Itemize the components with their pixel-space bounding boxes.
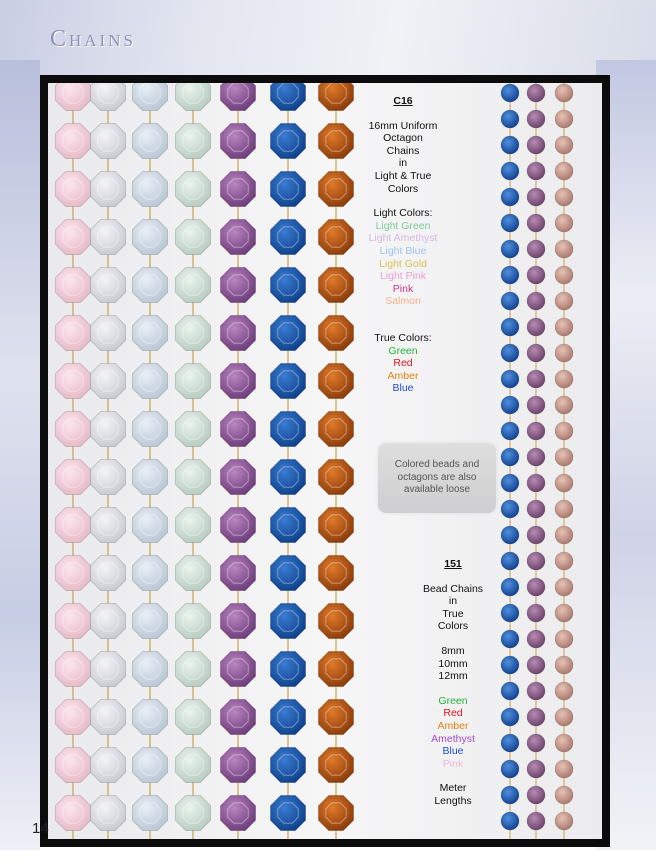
octagon-chain: [90, 83, 125, 839]
c16-desc-line: 16mm Uniform: [368, 119, 438, 132]
light-list-line: Light Pink: [379, 270, 427, 283]
product-panel: [40, 75, 610, 847]
chain-illustration: [48, 83, 602, 839]
light-list-line: Pink: [392, 282, 414, 295]
c16-desc-line: Chains: [386, 144, 420, 157]
light-colors-list: [348, 220, 458, 308]
c16-description: [348, 120, 458, 196]
octagon-chain: [220, 83, 255, 839]
true-colors-list: [348, 345, 458, 395]
bead-151-colors: [408, 695, 498, 771]
b151-sizes-line: 8mm: [441, 644, 465, 657]
bead-151-footer: [408, 782, 498, 807]
true-list-line: Amber: [387, 369, 419, 382]
b151-colors-line: Amethyst: [431, 732, 475, 745]
c16-code: C16: [393, 95, 413, 107]
true-list-line: Blue: [392, 382, 414, 395]
b151-desc-line: in: [448, 595, 458, 608]
b151-colors-line: Blue: [442, 745, 464, 758]
bead-chain: [501, 83, 519, 839]
b151-colors-line: Red: [443, 707, 463, 720]
page-number: 14: [32, 820, 49, 837]
bead-151-description: [408, 583, 498, 633]
light-list-line: Light Green: [375, 219, 431, 232]
c16-desc-line: Colors: [387, 182, 419, 195]
b151-desc-line: Colors: [437, 620, 469, 633]
loose-note: Colored beads and octagons are also available loose: [378, 443, 496, 513]
octagon-chain: [55, 83, 90, 839]
light-colors-label: Light Colors:: [373, 207, 433, 220]
light-list-line: Light Gold: [379, 257, 427, 270]
b151-footer-line: Meter: [439, 782, 467, 795]
octagon-chain: [270, 83, 305, 839]
b151-sizes-line: 12mm: [438, 670, 468, 683]
bead-chain: [555, 83, 573, 839]
c16-desc-line: in: [398, 157, 408, 170]
b151-sizes-line: 10mm: [438, 657, 468, 670]
bead-151-info: [408, 558, 498, 808]
c16-desc-line: Light & True: [374, 169, 432, 182]
b151-footer-line: Lengths: [434, 794, 472, 807]
c16-desc-line: Octagon: [383, 132, 423, 145]
c16-info: [348, 95, 458, 395]
bead-chain: [527, 83, 545, 839]
b151-desc-line: True: [442, 607, 464, 620]
light-list-line: Salmon: [385, 295, 421, 308]
bead-151-sizes: [408, 645, 498, 683]
b151-colors-line: Amber: [437, 719, 469, 732]
true-list-line: Red: [393, 357, 413, 370]
b151-colors-line: Green: [438, 694, 468, 707]
b151-colors-line: Pink: [442, 757, 464, 770]
light-list-line: Light Blue: [379, 244, 427, 257]
light-list-line: Light Amethyst: [368, 232, 438, 245]
page-title: Chains: [50, 26, 136, 52]
b151-desc-line: Bead Chains: [422, 582, 484, 595]
bead-151-code: 151: [444, 558, 462, 570]
octagon-chain: [132, 83, 167, 839]
left-decor: [0, 60, 40, 850]
true-list-line: Green: [388, 344, 418, 357]
octagon-chain: [175, 83, 210, 839]
true-colors-label: True Colors:: [374, 331, 432, 344]
